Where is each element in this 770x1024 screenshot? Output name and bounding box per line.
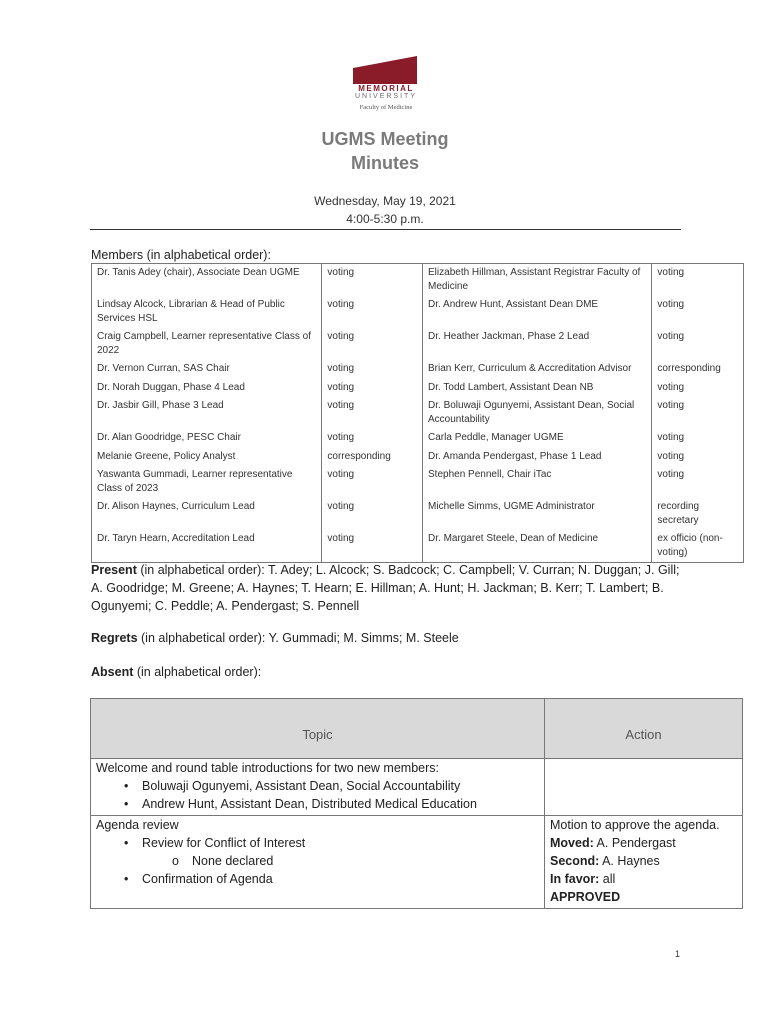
member-role-cell: voting [322, 530, 423, 563]
topic-cell [91, 759, 545, 816]
member-role-cell: voting [657, 381, 685, 393]
member-role-cell: voting [322, 296, 423, 328]
list-item [124, 870, 539, 888]
member-name-cell: Elizabeth Hillman, Assistant Registrar Faculty of Medicine [423, 264, 652, 297]
agenda-table [90, 698, 743, 909]
member-role-cell: voting [322, 466, 423, 498]
members-table [91, 263, 744, 563]
list-item [124, 834, 539, 852]
member-name-cell: Yaswanta Gummadi, Learner representative Class of 2023 [92, 466, 322, 498]
member-role-cell: ex officio (non-voting) [657, 533, 723, 558]
member-name-cell: Dr. Norah Duggan, Phase 4 Lead [92, 379, 322, 398]
member-role-cell: voting [322, 429, 423, 448]
document-title-line-2: Minutes [350, 153, 419, 173]
agenda-row-welcome [91, 759, 743, 816]
table-row [92, 328, 744, 360]
document-title-line-1: UGMS Meeting [321, 129, 449, 149]
member-name-cell: Dr. Andrew Hunt, Assistant Dean DME [423, 296, 652, 328]
circle-bullet-icon: o [172, 854, 179, 868]
table-row [92, 397, 744, 429]
action-header: Action [545, 699, 743, 759]
member-name-cell: Dr. Vernon Curran, SAS Chair [92, 360, 322, 379]
present-label: Present [91, 563, 137, 577]
member-name-cell: Dr. Todd Lambert, Assistant Dean NB [423, 379, 652, 398]
member-role-cell: voting [322, 360, 423, 379]
action-cell [545, 816, 743, 909]
welcome-intro: Welcome and round table introductions for two new members: [96, 761, 439, 775]
absent-paragraph [91, 663, 691, 681]
list-item-text: Review for Conflict of Interest [142, 836, 306, 850]
members-heading: Members (in alphabetical order): [91, 248, 271, 262]
member-role-cell: voting [657, 400, 685, 411]
regrets-label: Regrets [91, 631, 138, 645]
member-name-cell: Craig Campbell, Learner representative Class of 2022 [92, 328, 322, 360]
table-row [92, 296, 744, 328]
member-role-cell: voting [657, 299, 685, 310]
regrets-text: (in alphabetical order): Y. Gummadi; M. Simms; M. Steele [137, 631, 459, 645]
member-name-cell: Michelle Simms, UGME Administrator [423, 498, 652, 530]
welcome-list [96, 777, 539, 813]
regrets-paragraph [91, 629, 691, 647]
member-role-cell: voting [657, 267, 685, 278]
member-role-cell: corresponding [657, 363, 721, 374]
member-role-cell: voting [322, 498, 423, 530]
table-row [92, 466, 744, 498]
infavor-value: all [599, 872, 616, 886]
list-item [124, 795, 539, 813]
member-name-cell: Dr. Alison Haynes, Curriculum Lead [92, 498, 322, 530]
approved-label: APPROVED [550, 890, 621, 904]
second-label: Second: [550, 854, 600, 868]
member-role-cell: voting [657, 450, 685, 462]
action-cell [545, 759, 743, 816]
infavor-line [550, 870, 737, 888]
member-name-cell: Dr. Tanis Adey (chair), Associate Dean UGME [92, 264, 322, 297]
bullet-icon: • [124, 872, 129, 886]
logo-line-2: UNIVERSITY [354, 93, 417, 100]
member-role-cell: voting [657, 469, 685, 480]
table-row [92, 498, 744, 530]
memorial-university-logo [351, 56, 421, 114]
member-role-cell: voting [322, 397, 423, 429]
list-item-text: Boluwaji Ogunyemi, Assistant Dean, Social Accountability [142, 779, 461, 793]
member-role-cell: recording secretary [657, 501, 700, 526]
absent-label: Absent [91, 665, 134, 679]
moved-line [550, 834, 737, 852]
absent-text: (in alphabetical order): [133, 665, 262, 679]
second-line [550, 852, 737, 870]
table-row [92, 360, 744, 379]
table-row [92, 429, 744, 448]
infavor-label: In favor: [550, 872, 600, 886]
moved-label: Moved: [550, 836, 594, 850]
member-role-cell: voting [657, 331, 685, 342]
meeting-time: 4:00-5:30 p.m. [346, 212, 424, 226]
approved-status [550, 888, 737, 906]
table-row [92, 448, 744, 467]
motion-text: Motion to approve the agenda. [550, 818, 720, 832]
second-value: A. Haynes [599, 854, 660, 868]
table-row [92, 379, 744, 398]
member-role-cell: voting [322, 379, 423, 398]
member-name-cell: Dr. Margaret Steele, Dean of Medicine [423, 530, 652, 563]
meeting-date: Wednesday, May 19, 2021 [314, 194, 456, 208]
topic-header: Topic [91, 699, 545, 759]
list-item-text: Confirmation of Agenda [142, 872, 273, 886]
present-paragraph [91, 561, 691, 615]
logo-mark-icon [353, 56, 417, 84]
sub-list-item [96, 852, 539, 870]
list-item [124, 777, 539, 795]
agenda-review-intro: Agenda review [96, 818, 179, 832]
member-name-cell: Dr. Jasbir Gill, Phase 3 Lead [92, 397, 322, 429]
member-name-cell: Carla Peddle, Manager UGME [423, 429, 652, 448]
bullet-icon: • [124, 779, 129, 793]
header-divider [90, 229, 681, 230]
moved-value: A. Pendergast [593, 836, 676, 850]
member-role-cell: voting [322, 328, 423, 360]
member-name-cell: Stephen Pennell, Chair iTac [423, 466, 652, 498]
member-role-cell: voting [322, 264, 423, 297]
agenda-row-review [91, 816, 743, 909]
sub-list-item-text: None declared [192, 854, 274, 868]
member-name-cell: Dr. Alan Goodridge, PESC Chair [92, 429, 322, 448]
member-name-cell: Dr. Heather Jackman, Phase 2 Lead [423, 328, 652, 360]
member-role-cell: corresponding [322, 448, 423, 467]
present-text: (in alphabetical order): T. Adey; L. Alcock; S. Badcock; C. Campbell; V. Curran; N. Duggan; J. Gill; A. Goodridge; M. Greene; A. Haynes; T. Hearn; E. Hillman; A. Hunt; H. Jackman; B. Kerr; T. Lambert; B. Ogunyemi; C. Peddle; A. Pendergast; S. Pennell [91, 563, 680, 613]
bullet-icon: • [124, 797, 129, 811]
logo-line-3: Faculty of Medicine [359, 104, 413, 111]
bullet-icon: • [124, 836, 129, 850]
member-name-cell: Lindsay Alcock, Librarian & Head of Public Services HSL [92, 296, 322, 328]
member-name-cell: Dr. Boluwaji Ogunyemi, Assistant Dean, Social Accountability [423, 397, 652, 429]
member-role-cell: voting [657, 432, 685, 443]
member-name-cell: Melanie Greene, Policy Analyst [92, 448, 322, 467]
logo-line-1: MEMORIAL [358, 84, 414, 93]
table-row [92, 530, 744, 563]
agenda-review-list [96, 834, 539, 852]
agenda-header-row [91, 699, 743, 759]
topic-cell [91, 816, 545, 909]
page-number: 1 [675, 949, 681, 959]
member-name-cell: Dr. Taryn Hearn, Accreditation Lead [92, 530, 322, 563]
member-name-cell: Brian Kerr, Curriculum & Accreditation Advisor [423, 360, 652, 379]
agenda-review-list-2 [96, 870, 539, 888]
member-name-cell: Dr. Amanda Pendergast, Phase 1 Lead [423, 448, 652, 467]
table-row [92, 264, 744, 297]
list-item-text: Andrew Hunt, Assistant Dean, Distributed Medical Education [142, 797, 477, 811]
